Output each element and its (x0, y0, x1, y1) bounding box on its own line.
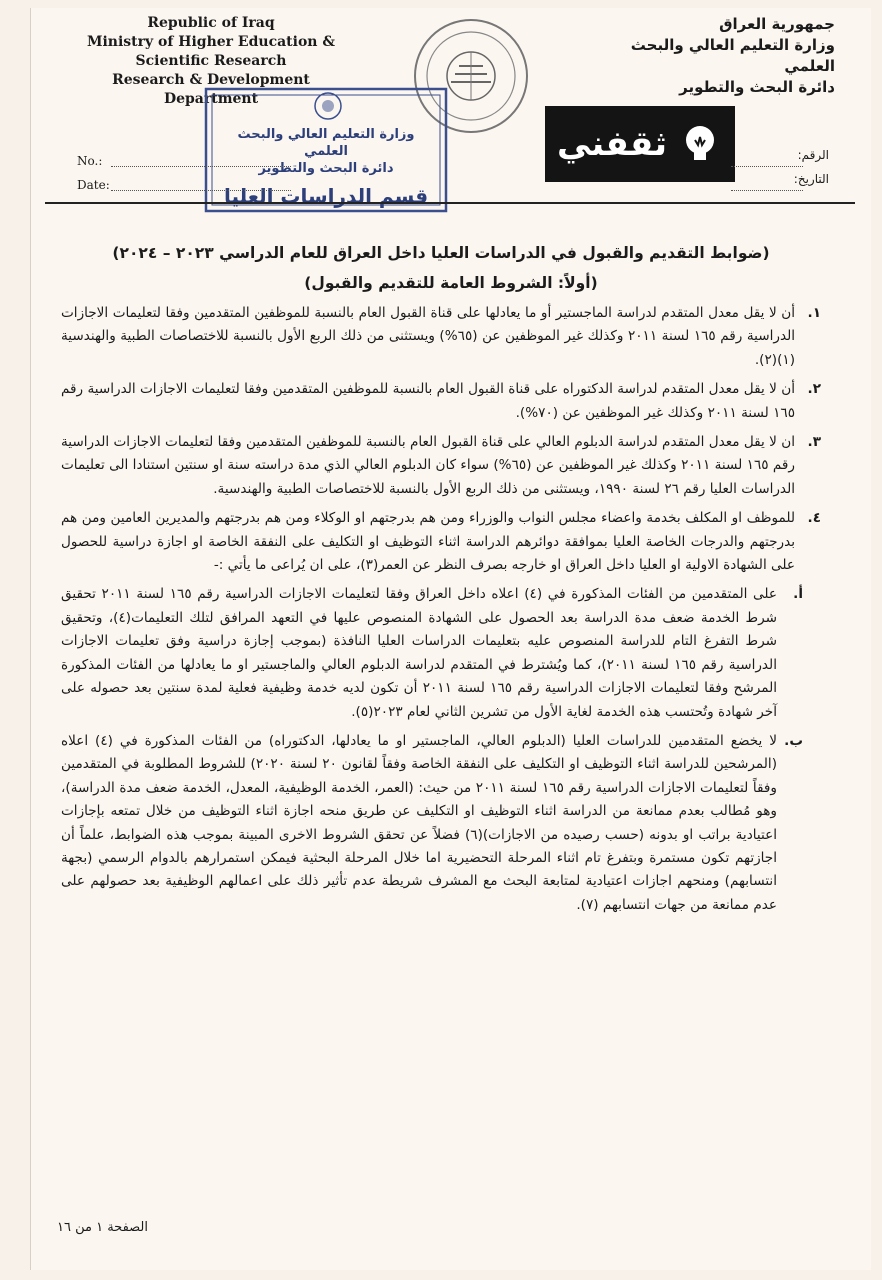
sub-item-marker: أ. (793, 586, 803, 603)
item-text: أن لا يقل معدل المتقدم لدراسة الدكتوراه على قناة القبول العام بالنسبة للموظفين المتقدمين وفقا لتعليمات الاجازات الدراسية رقم ١٦٥ لسنة ٢٠١١ وكذلك غير الموظفين عن (٧٠%). (61, 381, 795, 421)
header-divider (45, 202, 855, 204)
stamp-line: وزارة التعليم العالي والبحث العلمي (237, 127, 415, 159)
date-label: Date: (77, 178, 110, 192)
stamp-line: دائرة البحث والتطوير (258, 161, 394, 176)
stamp-line: قسم الدراسات العليا (223, 184, 429, 208)
header-en-line: Republic of Iraq (147, 15, 275, 31)
sub-item-marker: ب. (784, 732, 803, 749)
header-en-line: Ministry of Higher Education & (86, 34, 335, 50)
page-number: الصفحة ١ من ١٦ (57, 1220, 148, 1235)
header-ar-line: وزارة التعليم العالي والبحث العلمي (630, 36, 835, 75)
header-en-line: Department (163, 91, 259, 107)
header-arabic (595, 14, 835, 98)
item-text: للموظف او المكلف بخدمة واعضاء مجلس النواب والوزراء ومن هم بدرجتهم او الوكلاء ومن هم بدرجتهم والمديرين العامين ومن هم بدرجتهم والدرجات الخاصة العليا بموافقة دوائرهم الدراسة اثناء التوظيف او التكليف على النفقة الخاصة او اجازة دراسية للحصول على الشهادة الاولية او العليا داخل العراق او خارجه بصرف النظر عن العمر(٣)، على ان يُراعى ما يأتي :- (61, 510, 795, 574)
item-text: أن لا يقل معدل المتقدم لدراسة الماجستير أو ما يعادلها على قناة القبول العام بالنسبة للموظفين المتقدمين وفقا لتعليمات الاجازات الدراسية رقم ١٦٥ لسنة ٢٠١١ وكذلك غير الموظفين عن (٦٥%) ويستثنى من ذلك الربع الأول بالنسبة للاختصاصات الطبية والهندسية (١)(٢). (61, 305, 795, 368)
sub-item-text: على المتقدمين من الفئات المذكورة في (٤) اعلاه داخل العراق وفقا لتعليمات الاجازات الدراسية رقم ١٦٥ لسنة ٢٠١١ تحقيق شرط الخدمة ضعف مدة الدراسة بعد الحصول على الشهادة المنصوص عليها في التعهد المرافق لتلك التعليمات(٤)، وتحقيق شرط التفرغ التام للدراسة المنصوص عليه بتعليمات الدراسات العليا النافذة (بموجب إجازة دراسية وفق تعليمات الاجازات الدراسية رقم ١٦٥ لسنة ٢٠١١)، كما ويُشترط في المتقدم لدراسة الدبلوم العالي والماجستير او ما يعادلها من الفئات المذكورة المرشح وفقا لتعليمات الاجازات الدراسية رقم ١٦٥ لسنة ٢٠١١ أن تكون لديه خدمة وظيفية فعلية لمدة سنتين بعد حصوله على آخر شهادة وتُحتسب هذه الخدمة لغاية الأول من تشرين الثاني لعام ٢٠٢٣(٥). (61, 586, 777, 720)
date-line-ar (731, 190, 803, 191)
item-marker: ٤. (807, 510, 821, 527)
sub-item-text: لا يخضع المتقدمين للدراسات العليا (الدبلوم العالي، الماجستير او ما يعادلها، الدكتوراه) من الفئات المذكورة في (٤) اعلاه (المرشحين للدراسة اثناء التوظيف او التكليف على النفقة الخاصة وفقاً لقانون ٢٠ لسنة ٢٠٢٠) للشروط المطلوبة في المتقدمين وفقاً لتعليمات الاجازات الدراسية رقم ١٦٥ لسنة ٢٠١١ من حيث: (العمر، الخدمة الوظيفية، المعدل، الخدمة ضعف مدة الدراسة)، وهو مُطالب بعدم ممانعة من الدراسة اثناء التوظيف او التكليف عن طريق منحه اجازة اثناء التوظيف من خلال تمتعه بإجازات اعتيادية براتب او بدونه (حسب رصيده من الاجازات)(٦) فضلاً عن تحقق الشروط الاخرى المبينة بموجب هذه الضوابط، علماً أن اجازتهم تكون مستمرة وبتفرغ تام اثناء المرحلة التحضيرية اما خلال المرحلة البحثية فيمكن استمرارهم بالدوام الرسمي (بجهة انتسابهم) ومنحهم اجازات اعتيادية لمتابعة البحث مع المشرف شريطة عدم تأثير ذلك على اعمالهم الوظيفية بعد حصولهم على عدم ممانعة من جهات انتسابهم (٧). (61, 732, 777, 913)
document-page (30, 8, 871, 1270)
item-marker: ٢. (807, 381, 821, 398)
header-en-line: Research & Development (112, 72, 310, 88)
header-en-line: Scientific Research (135, 53, 287, 69)
stamp-text (221, 126, 431, 209)
document-body (61, 302, 821, 923)
list-item (61, 378, 821, 425)
list-item (61, 431, 821, 501)
header-ar-line: جمهورية العراق (719, 15, 835, 33)
date-label-ar: التاريخ: (793, 172, 829, 186)
number-label-ar: الرقم: (797, 148, 829, 162)
header-ar-line: دائرة البحث والتطوير (679, 78, 835, 96)
list-item (61, 302, 821, 372)
watermark-text: ثقفني (557, 124, 667, 164)
document-title: (ضوابط التقديم والقبول في الدراسات العليا داخل العراق للعام الدراسي ٢٠٢٣ – ٢٠٢٤) (112, 244, 770, 262)
list-item (61, 507, 821, 577)
number-line-ar (731, 166, 803, 167)
item-marker: ١. (807, 305, 821, 321)
lightbulb-icon (677, 121, 723, 167)
date-line (111, 190, 291, 191)
sub-item (61, 583, 821, 723)
section-title: (أولاً: الشروط العامة للتقديم والقبول) (304, 274, 598, 292)
item-text: ان لا يقل معدل المتقدم لدراسة الدبلوم العالي على قناة القبول العام بالنسبة للموظفين المتقدمين وفقا لتعليمات الاجازات الدراسية رقم ١٦٥ لسنة ٢٠١١ وكذلك غير الموظفين عن (٦٥%) سواء كان الدبلوم العالي الذي مدة دراسته سنة او سنتين استنادا الى تعليمات الدراسات العليا رقم ٢٦ لسنة ١٩٩٠، ويستثنى من ذلك الربع الأول بالنسبة للاختصاصات الطبية والهندسية. (61, 434, 795, 497)
number-line (111, 166, 291, 167)
item-marker: ٣. (807, 434, 821, 451)
sub-item (61, 730, 821, 917)
watermark-logo (545, 106, 735, 182)
number-label: No.: (77, 154, 103, 168)
